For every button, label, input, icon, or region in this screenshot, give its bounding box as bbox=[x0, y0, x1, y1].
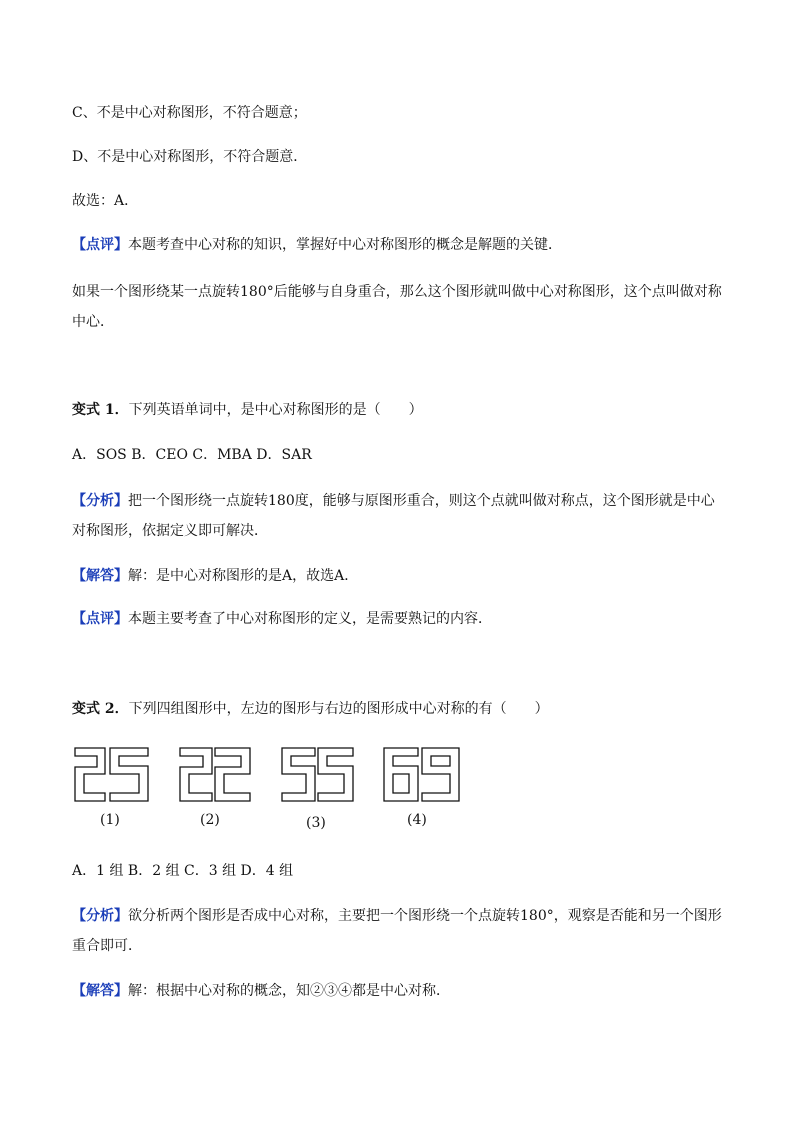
variant2-analysis-text: 欲分析两个图形是否成中心对称，主要把一个图形绕一个点旋转180°，观察是否能和另一个图形重合即可． bbox=[72, 908, 722, 954]
variant1-comment-tag: 【点评】 bbox=[72, 611, 128, 627]
variant1-comment bbox=[72, 609, 492, 629]
c-option-line: C、不是中心对称图形，不符合题意； bbox=[72, 105, 307, 121]
figure-2-glyphs bbox=[180, 748, 250, 801]
variant1-analysis-tag: 【分析】 bbox=[72, 493, 128, 509]
variant2-options: A．1 组 B．2 组 C．3 组 D．4 组 bbox=[72, 863, 294, 879]
variant1-label: 变式 1． bbox=[72, 402, 129, 418]
answer-line: 故选：A． bbox=[72, 193, 139, 209]
figure-1-glyphs bbox=[75, 748, 148, 801]
variant2-question-text: 下列四组图形中，左边的图形与右边的图形成中心对称的有（ ） bbox=[128, 701, 549, 717]
variant2-analysis-tag: 【分析】 bbox=[72, 908, 128, 924]
comment-text: 本题考查中心对称的知识，掌握好中心对称图形的概念是解题的关键． bbox=[128, 237, 562, 253]
variant1-analysis-text: 把一个图形绕一点旋转180度，能够与原图形重合，则这个点就叫做对称点，这个图形就是中心对称图形，依据定义即可解决． bbox=[72, 493, 715, 539]
figure-3-glyphs bbox=[282, 748, 353, 801]
d-option-line: D、不是中心对称图形，不符合题意． bbox=[72, 149, 308, 165]
variant2-solution bbox=[72, 981, 450, 1001]
variant1-solution bbox=[72, 566, 358, 586]
variant1-analysis bbox=[72, 486, 722, 546]
comment-paragraph bbox=[72, 235, 562, 255]
variant1-solution-text: 解：是中心对称图形的是A，故选A． bbox=[128, 568, 359, 584]
figure-1-caption: (1) bbox=[100, 812, 120, 828]
variant2-label: 变式 2． bbox=[72, 701, 129, 717]
figure-4-caption: (4) bbox=[407, 812, 427, 828]
variant2-solution-tag: 【解答】 bbox=[72, 983, 128, 999]
variant2-solution-text: 解：根据中心对称的概念，知②③④都是中心对称． bbox=[128, 983, 450, 999]
variant1-solution-tag: 【解答】 bbox=[72, 568, 128, 584]
variant1-question-text: 下列英语单词中，是中心对称图形的是（ ） bbox=[128, 402, 423, 418]
variant2-question bbox=[72, 699, 549, 719]
variant1-options: A．SOS B．CEO C．MBA D．SAR bbox=[72, 447, 312, 463]
comment-tag: 【点评】 bbox=[72, 237, 128, 253]
definition-paragraph: 如果一个图形绕某一点旋转180°后能够与自身重合，那么这个图形就叫做中心对称图形，这个点叫做对称中心． bbox=[72, 284, 722, 330]
figure-2-caption: (2) bbox=[200, 812, 220, 828]
variant1-comment-text: 本题主要考查了中心对称图形的定义，是需要熟记的内容． bbox=[128, 611, 492, 627]
variant1-question bbox=[72, 400, 423, 420]
variant2-analysis bbox=[72, 901, 722, 961]
figure-4-glyphs bbox=[384, 748, 459, 801]
figure-3-caption: (3) bbox=[306, 815, 326, 831]
